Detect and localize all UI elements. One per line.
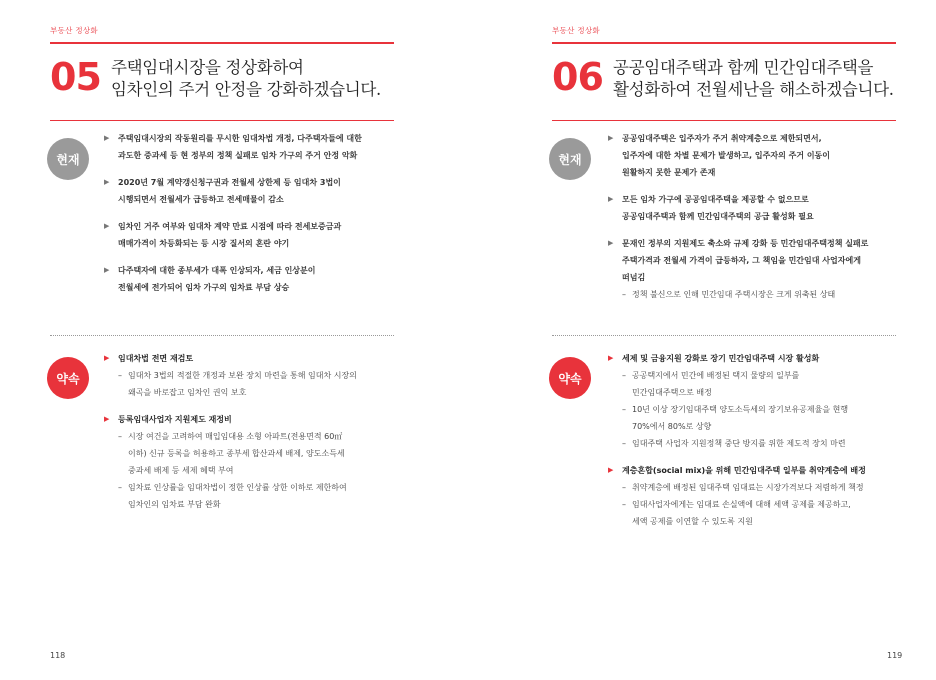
triangle-right-icon: ▶ [608,134,614,142]
sub-item: – 시장 여건을 고려하여 매입임대용 소형 아파트(전용면적 60㎡ [118,432,343,441]
triangle-right-icon: ▶ [104,222,110,230]
triangle-right-icon: ▶ [104,134,110,142]
headline-line-2: 임차인의 주거 안정을 강화하겠습니다. [111,80,382,99]
pledge-number: 06 [552,55,603,99]
list-item: ▶ 다주택자에 대한 종부세가 대폭 인상되자, 세금 인상분이 전월세에 전가되어 임차 가구의 임차료 부담 상승 [104,262,404,296]
triangle-right-icon: ▶ [608,195,614,203]
top-rule [50,42,394,44]
page-number: 118 [50,651,66,660]
right-page [468,0,936,680]
sub-item: – 임대차 3법의 적절한 개정과 보완 장치 마련을 통해 임대차 시장의 [118,371,357,380]
promise-item: ▶ 임대차법 전면 재검토 – 임대차 3법의 적절한 개정과 보완 장치 마련을 통해 임대차 시장의 왜곡을 바로잡고 임차인 권익 보호 [104,350,404,401]
triangle-right-icon: ▶ [104,354,110,362]
page-number: 119 [887,651,903,660]
triangle-right-icon: ▶ [608,239,614,247]
headline-line-2: 활성화하여 전월세난을 해소하겠습니다. [613,80,894,99]
section-tag: 부동산 정상화 [552,26,600,35]
list-item: ▶ 주택임대시장의 작동원리를 무시한 임대차법 개정, 다주택자들에 대한 과도한 중과세 등 현 정부의 정책 실패로 임차 가구의 주거 안정 악화 [104,130,404,164]
pledge-headline [111,57,381,101]
triangle-right-icon: ▶ [104,415,110,423]
sub-item: – 임대사업자에게는 임대료 손실액에 대해 세액 공제를 제공하고, [622,500,851,509]
pledge-headline [613,57,894,101]
promise-list [608,350,908,540]
list-item: ▶ 임차인 거주 여부와 임대차 계약 만료 시점에 따라 전세보증금과 매매가격이 차등화되는 등 시장 질서의 혼란 야기 [104,218,404,252]
sub-item: – 임대주택 사업자 지원정책 중단 방지를 위한 제도적 장치 마련 [622,439,846,448]
list-item: ▶ 공공임대주택은 입주자가 주거 취약계층으로 제한되면서, 입주자에 대한 차별 문제가 발생하고, 입주자의 주거 이동이 원활하지 못한 문제가 존재 [608,130,908,181]
triangle-right-icon: ▶ [104,266,110,274]
list-item: ▶ 문재인 정부의 지원제도 축소와 규제 강화 등 민간임대주택정책 실패로 주택가격과 전월세 가격이 급등하자, 그 책임을 민간임대 사업자에게 떠넘김 – 정책 불신으로 인해 민간임대 주택시장은 크게 위축된 상태 [608,235,908,303]
sub-item: – 공공택지에서 민간에 배정된 택지 물량의 일부를 [622,371,800,380]
current-list [104,130,404,306]
headline-rule [50,120,394,121]
triangle-right-icon: ▶ [608,354,614,362]
section-divider [552,335,896,336]
triangle-right-icon: ▶ [104,178,110,186]
sub-item: – 취약계층에 배정된 임대주택 임대료는 시장가격보다 저렴하게 책정 [622,483,864,492]
headline-line-1: 주택임대시장을 정상화하여 [111,58,304,77]
section-tag: 부동산 정상화 [50,26,98,35]
top-rule [552,42,896,44]
section-divider [50,335,394,336]
promise-badge: 약속 [549,357,591,399]
promise-item: ▶ 등록임대사업자 지원제도 재정비 – 시장 여건을 고려하여 매입임대용 소형 아파트(전용면적 60㎡ 이하) 신규 등록을 허용하고 종부세 합산과세 배제, 양도소득세 중과세 배제 등 세제 혜택 부여 – 임차료 인상률을 임대차법이 정한 인상률 상한 이하로 제한하여 임차인의 임차료 부담 완화 [104,411,404,513]
promise-item: ▶ 세제 및 금융지원 강화로 장기 민간임대주택 시장 활성화 – 공공택지에서 민간에 배정된 택지 물량의 일부를 민간임대주택으로 배정 – 10년 이상 장기임대주택 양도소득세의 장기보유공제율을 현행 70%에서 80%로 상향 – 임대주택 사업자 지원정책 중단 방지를 위한 제도적 장치 마련 [608,350,908,452]
pledge-number: 05 [50,55,101,99]
headline-line-1: 공공임대주택과 함께 민간임대주택을 [613,58,874,77]
current-badge: 현재 [549,138,591,180]
triangle-right-icon: ▶ [608,466,614,474]
current-list [608,130,908,313]
current-badge: 현재 [47,138,89,180]
sub-item: – 정책 불신으로 인해 민간임대 주택시장은 크게 위축된 상태 [622,290,836,299]
promise-item: ▶ 계층혼합(social mix)을 위해 민간임대주택 일부를 취약계층에 배정 – 취약계층에 배정된 임대주택 임대료는 시장가격보다 저렴하게 책정 – 임대사업자에게는 임대료 손실액에 대해 세액 공제를 제공하고, 세액 공제를 이연할 수 있도록 지원 [608,462,908,530]
headline-rule [552,120,896,121]
sub-item: – 10년 이상 장기임대주택 양도소득세의 장기보유공제율을 현행 [622,405,849,414]
promise-badge: 약속 [47,357,89,399]
promise-list [104,350,404,523]
list-item: ▶ 2020년 7월 계약갱신청구권과 전월세 상한제 등 임대차 3법이 시행되면서 전월세가 급등하고 전세매물이 감소 [104,174,404,208]
sub-item: – 임차료 인상률을 임대차법이 정한 인상률 상한 이하로 제한하여 [118,483,347,492]
list-item: ▶ 모든 임차 가구에 공공임대주택을 제공할 수 없으므로 공공임대주택과 함께 민간임대주택의 공급 활성화 필요 [608,191,908,225]
